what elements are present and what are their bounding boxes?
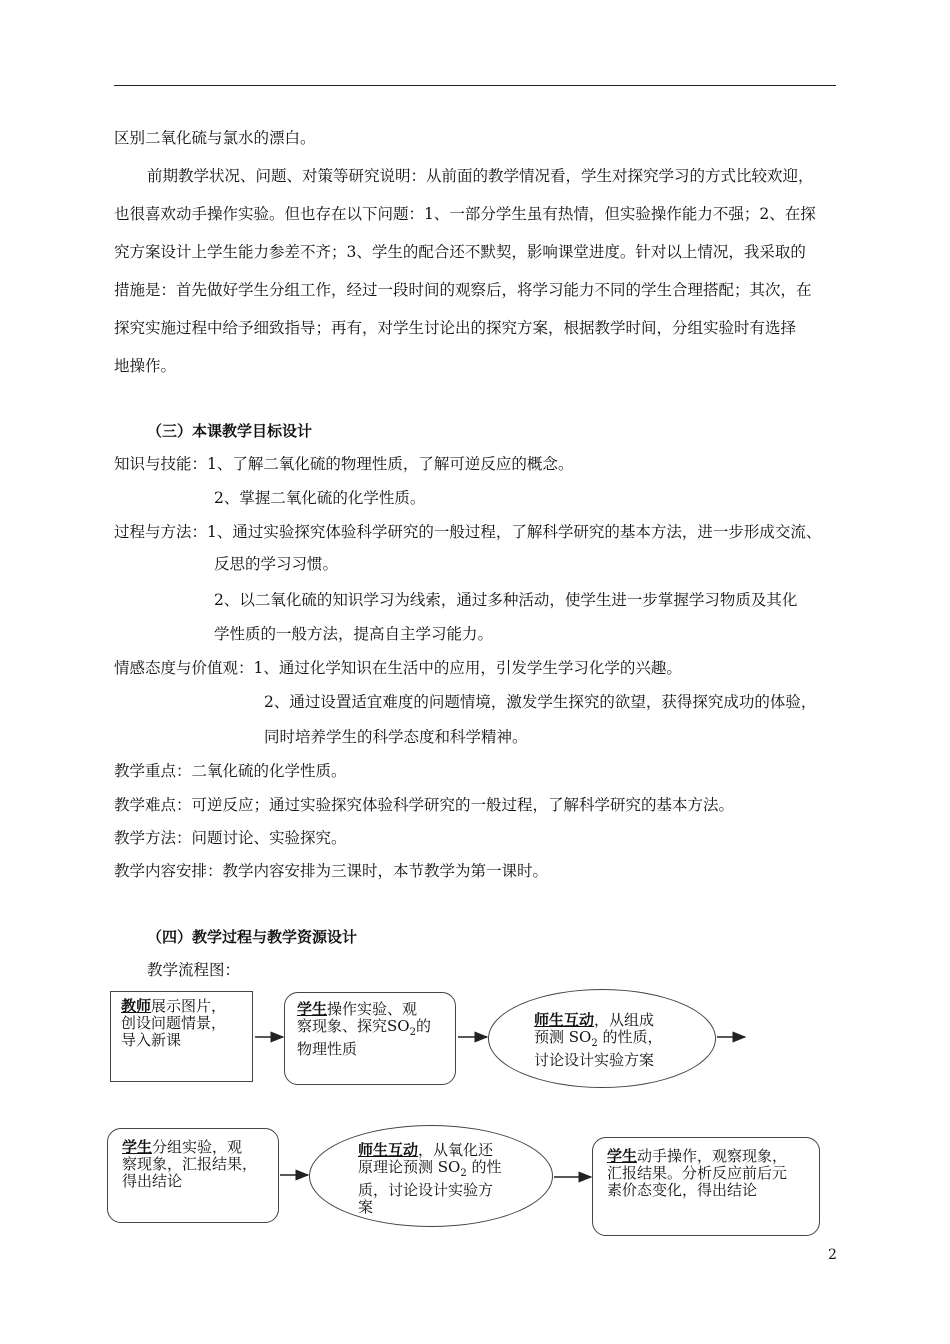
- header-rule: [114, 85, 836, 86]
- flow-text: 分组实验，观: [152, 1138, 243, 1156]
- flow-ellipse-text: [358, 1142, 528, 1216]
- intro-line: 区别二氧化硫与氯水的漂白。: [114, 129, 316, 147]
- flow-text: 的: [415, 1017, 431, 1035]
- flow-text: 的性: [466, 1158, 502, 1176]
- flow-text: 原理论预测 SO: [358, 1158, 461, 1176]
- goal-emotion-2: 2、通过设置适宜难度的问题情境，激发学生探究的欲望，获得探究成功的体验，: [264, 693, 817, 711]
- flow-text: 导入新课: [121, 1031, 182, 1049]
- flow-text: 创设问题情景，: [121, 1014, 227, 1032]
- flow-text: 操作实验、观: [327, 1000, 418, 1018]
- flow-text: 物理性质: [297, 1040, 358, 1058]
- flow-role-label: 师生互动: [534, 1011, 595, 1029]
- flow-subscript: 2: [460, 1168, 467, 1179]
- flow-text: ，从组成: [594, 1011, 655, 1029]
- flow-text: 察现象、探究SO: [297, 1017, 410, 1035]
- flow-role-label: 学生: [122, 1138, 153, 1156]
- goal-process-2: 2、以二氧化硫的知识学习为线索，通过多种活动，使学生进一步掌握学习物质及其化: [214, 591, 798, 609]
- flow-text: 展示图片，: [151, 997, 227, 1015]
- intro-paragraph-line: 措施是：首先做好学生分组工作，经过一段时间的观察后，将学习能力不同的学生合理搭配；其次，在: [114, 281, 812, 299]
- intro-paragraph-line: 前期教学状况、问题、对策等研究说明：从前面的教学情况看，学生对探究学习的方式比较欢迎，: [147, 167, 814, 185]
- flow-role-label: 学生: [607, 1147, 638, 1165]
- flow-text: 案: [358, 1198, 374, 1216]
- goal-knowledge-2: 2、掌握二氧化硫的化学性质。: [214, 489, 426, 507]
- flow-text: 讨论设计实验方案: [534, 1051, 655, 1069]
- flow-text: 素价态变化，得出结论: [607, 1181, 758, 1199]
- teaching-difficulty: 教学难点：可逆反应；通过实验探究体验科学研究的一般过程，了解科学研究的基本方法。: [114, 796, 735, 814]
- flow-text: 察现象，汇报结果，: [122, 1155, 258, 1173]
- section-heading: （三）本课教学目标设计: [147, 422, 313, 440]
- flow-subscript: 2: [591, 1038, 598, 1049]
- flow-text: 汇报结果。分析反应前后元: [607, 1164, 788, 1182]
- flow-text: 动手操作，观察现象，: [637, 1147, 788, 1165]
- flow-role-label: 教师: [121, 997, 152, 1015]
- flow-role-label: 学生: [297, 1000, 328, 1018]
- flow-text: 预测 SO: [534, 1028, 592, 1046]
- flow-text: 得出结论: [122, 1172, 183, 1190]
- goal-emotion-2-cont: 同时培养学生的科学态度和科学精神。: [264, 728, 528, 746]
- intro-paragraph-line: 地操作。: [114, 357, 177, 375]
- flow-box-student-group: [107, 1128, 279, 1223]
- goal-emotion-1: 情感态度与价值观：1、通过化学知识在生活中的应用，引发学生学习化学的兴趣。: [114, 659, 682, 677]
- flow-role-label: 师生互动: [358, 1141, 419, 1159]
- flow-subscript: 2: [409, 1027, 416, 1038]
- teaching-method: 教学方法：问题讨论、实验探究。: [114, 829, 347, 847]
- goal-process-1: 过程与方法：1、通过实验探究体验科学研究的一般过程，了解科学研究的基本方法，进一步形成交流、: [114, 523, 822, 541]
- flow-text: ，从氧化还: [418, 1141, 494, 1159]
- section-heading: （四）教学过程与教学资源设计: [147, 928, 358, 946]
- intro-paragraph-line: 也很喜欢动手操作实验。但也存在以下问题：1、一部分学生虽有热情，但实验操作能力不强；2、在探: [114, 205, 816, 223]
- flow-text: 的性质，: [597, 1028, 663, 1046]
- flow-chart-label: 教学流程图：: [147, 961, 241, 979]
- flow-box-teacher: [110, 991, 253, 1082]
- teaching-arrangement: 教学内容安排：教学内容安排为三课时，本节教学为第一课时。: [114, 862, 549, 880]
- goal-process-1-cont: 反思的学习习惯。: [214, 555, 339, 573]
- goal-process-2-cont: 学性质的一般方法，提高自主学习能力。: [214, 625, 494, 643]
- flow-text: 质，讨论设计实验方: [358, 1181, 494, 1199]
- page-number: 2: [828, 1247, 837, 1263]
- flow-box-student-physical: [284, 992, 456, 1085]
- flow-box-student-operate: [592, 1137, 820, 1236]
- intro-paragraph-line: 究方案设计上学生能力参差不齐；3、学生的配合还不默契，影响课堂进度。针对以上情况，我采取的: [114, 243, 806, 261]
- intro-paragraph-line: 探究实施过程中给予细致指导；再有，对学生讨论出的探究方案，根据教学时间，分组实验时有选择: [114, 319, 797, 337]
- flow-ellipse-text: [534, 1012, 694, 1069]
- teaching-key-point: 教学重点：二氧化硫的化学性质。: [114, 762, 347, 780]
- goal-knowledge-1: 知识与技能：1、了解二氧化硫的物理性质，了解可逆反应的概念。: [114, 455, 574, 473]
